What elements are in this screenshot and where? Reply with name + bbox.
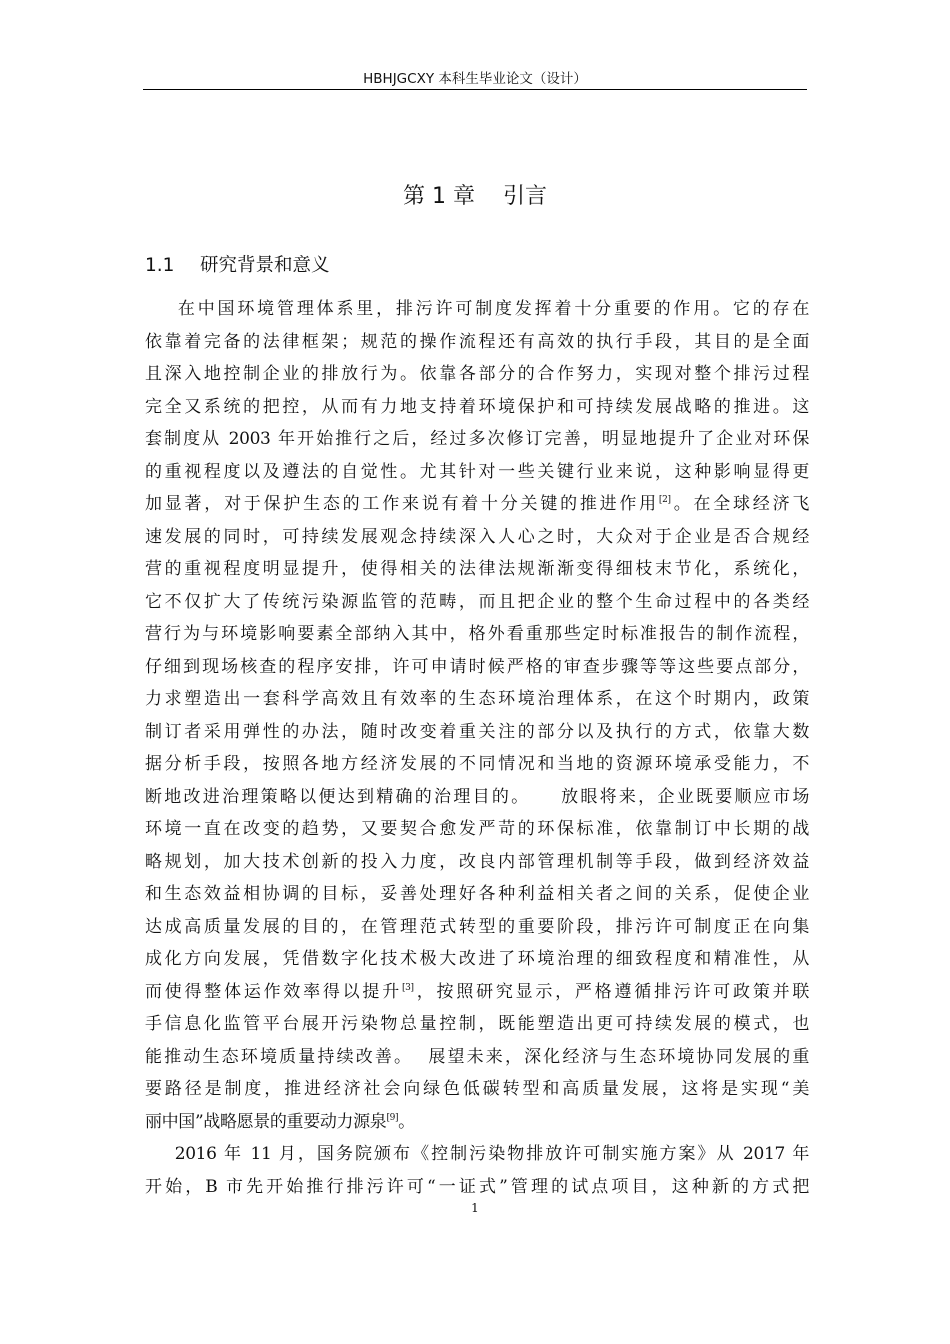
header-divider (143, 89, 807, 90)
text-line: 营的重视程度明显提升，使得相关的法律法规渐渐变得细枝末节化，系统化， (145, 559, 809, 579)
text-line: 依靠着完备的法律框架；规范的操作流程还有高效的执行手段，其目的是全面 (145, 331, 809, 352)
section-heading (145, 253, 330, 279)
text-line: 开始，B 市先开始推行排污许可“一证式”管理的试点项目，这种新的方式把 (145, 1176, 809, 1197)
text-line (145, 488, 809, 521)
text-segment: 。在全球经济飞 (670, 494, 809, 514)
text-line (145, 1106, 809, 1139)
text-line: 和生态效益相协调的目标，妥善处理好各种利益相关者之间的关系，促使企业 (145, 884, 809, 904)
text-line: 套制度从 2003 年开始推行之后，经过多次修订完善，明显地提升了企业对环保 (145, 429, 809, 449)
text-line: 断地改进治理策略以便达到精确的治理目的。 放眼将来，企业既要顺应市场 (145, 786, 809, 807)
text-line: 略规划，加大技术创新的投入力度，改良内部管理机制等手段，做到经济效益 (145, 851, 809, 872)
text-line (145, 976, 809, 1009)
text-segment: 丽中国”战略愿景的重要动力源泉 (145, 1111, 387, 1132)
text-line: 2016 年 11 月，国务院颁布《控制污染物排放许可制实施方案》从 2017 年 (145, 1144, 809, 1164)
section-number: 1.1 (145, 255, 175, 276)
text-line: 且深入地控制企业的排放行为。依靠各部分的合作努力，实现对整个排污过程 (145, 364, 809, 384)
text-segment: 加显著，对于保护生态的工作来说有着十分关键的推进作用 (145, 494, 659, 514)
text-line: 力求塑造出一套科学高效且有效率的生态环境治理体系，在这个时期内，政策 (145, 689, 809, 709)
text-segment: ，按照研究显示，严格遵循排污许可政策并联 (413, 981, 810, 1002)
section-title-text: 研究背景和意义 (200, 255, 330, 276)
body-text (145, 293, 809, 1203)
text-line: 环境一直在改变的趋势，又要契合愈发严苛的环保标准，依靠制订中长期的战 (145, 819, 809, 839)
running-header: HBHJGCXY 本科生毕业论文（设计） (363, 71, 587, 87)
citation-ref: [3] (401, 982, 414, 993)
text-segment: 。 (398, 1111, 415, 1132)
text-line: 达成高质量发展的目的，在管理范式转型的重要阶段，排污许可制度正在向集 (145, 916, 809, 937)
citation-ref: [9] (386, 1112, 399, 1123)
page-number: 1 (471, 1201, 479, 1215)
chapter-title: 第 1 章 引言 (403, 184, 547, 209)
text-line: 的重视程度以及遵法的自觉性。尤其针对一些关键行业来说，这种影响显得更 (145, 461, 809, 482)
citation-ref: [2] (658, 495, 671, 505)
text-line: 营行为与环境影响要素全部纳入其中，格外看重那些定时标准报告的制作流程， (145, 624, 809, 644)
text-line: 在中国环境管理体系里，排污许可制度发挥着十分重要的作用。它的存在 (145, 299, 809, 319)
text-line: 能推动生态环境质量持续改善。 展望未来，深化经济与生态环境协同发展的重 (145, 1046, 809, 1067)
text-segment: 而使得整体运作效率得以提升 (145, 981, 402, 1002)
text-line: 完全又系统的把控，从而有力地支持着环境保护和可持续发展战略的推进。这 (145, 396, 809, 417)
text-line: 成化方向发展，凭借数字化技术极大改进了环境治理的细致程度和精准性，从 (145, 949, 809, 969)
text-line: 制订者采用弹性的办法，随时改变着重关注的部分以及执行的方式，依靠大数 (145, 721, 809, 742)
text-line: 要路径是制度，推进经济社会向绿色低碳转型和高质量发展，这将是实现“美 (145, 1079, 809, 1099)
text-line: 仔细到现场核查的程序安排，许可申请时候严格的审查步骤等等这些要点部分， (145, 656, 809, 677)
text-line: 据分析手段，按照各地方经济发展的不同情况和当地的资源环境承受能力，不 (145, 754, 809, 774)
text-line: 速发展的同时，可持续发展观念持续深入人心之时，大众对于企业是否合规经 (145, 526, 809, 547)
text-line: 它不仅扩大了传统污染源监管的范畴，而且把企业的整个生命过程中的各类经 (145, 591, 809, 612)
text-line: 手信息化监管平台展开污染物总量控制，既能塑造出更可持续发展的模式，也 (145, 1014, 809, 1034)
